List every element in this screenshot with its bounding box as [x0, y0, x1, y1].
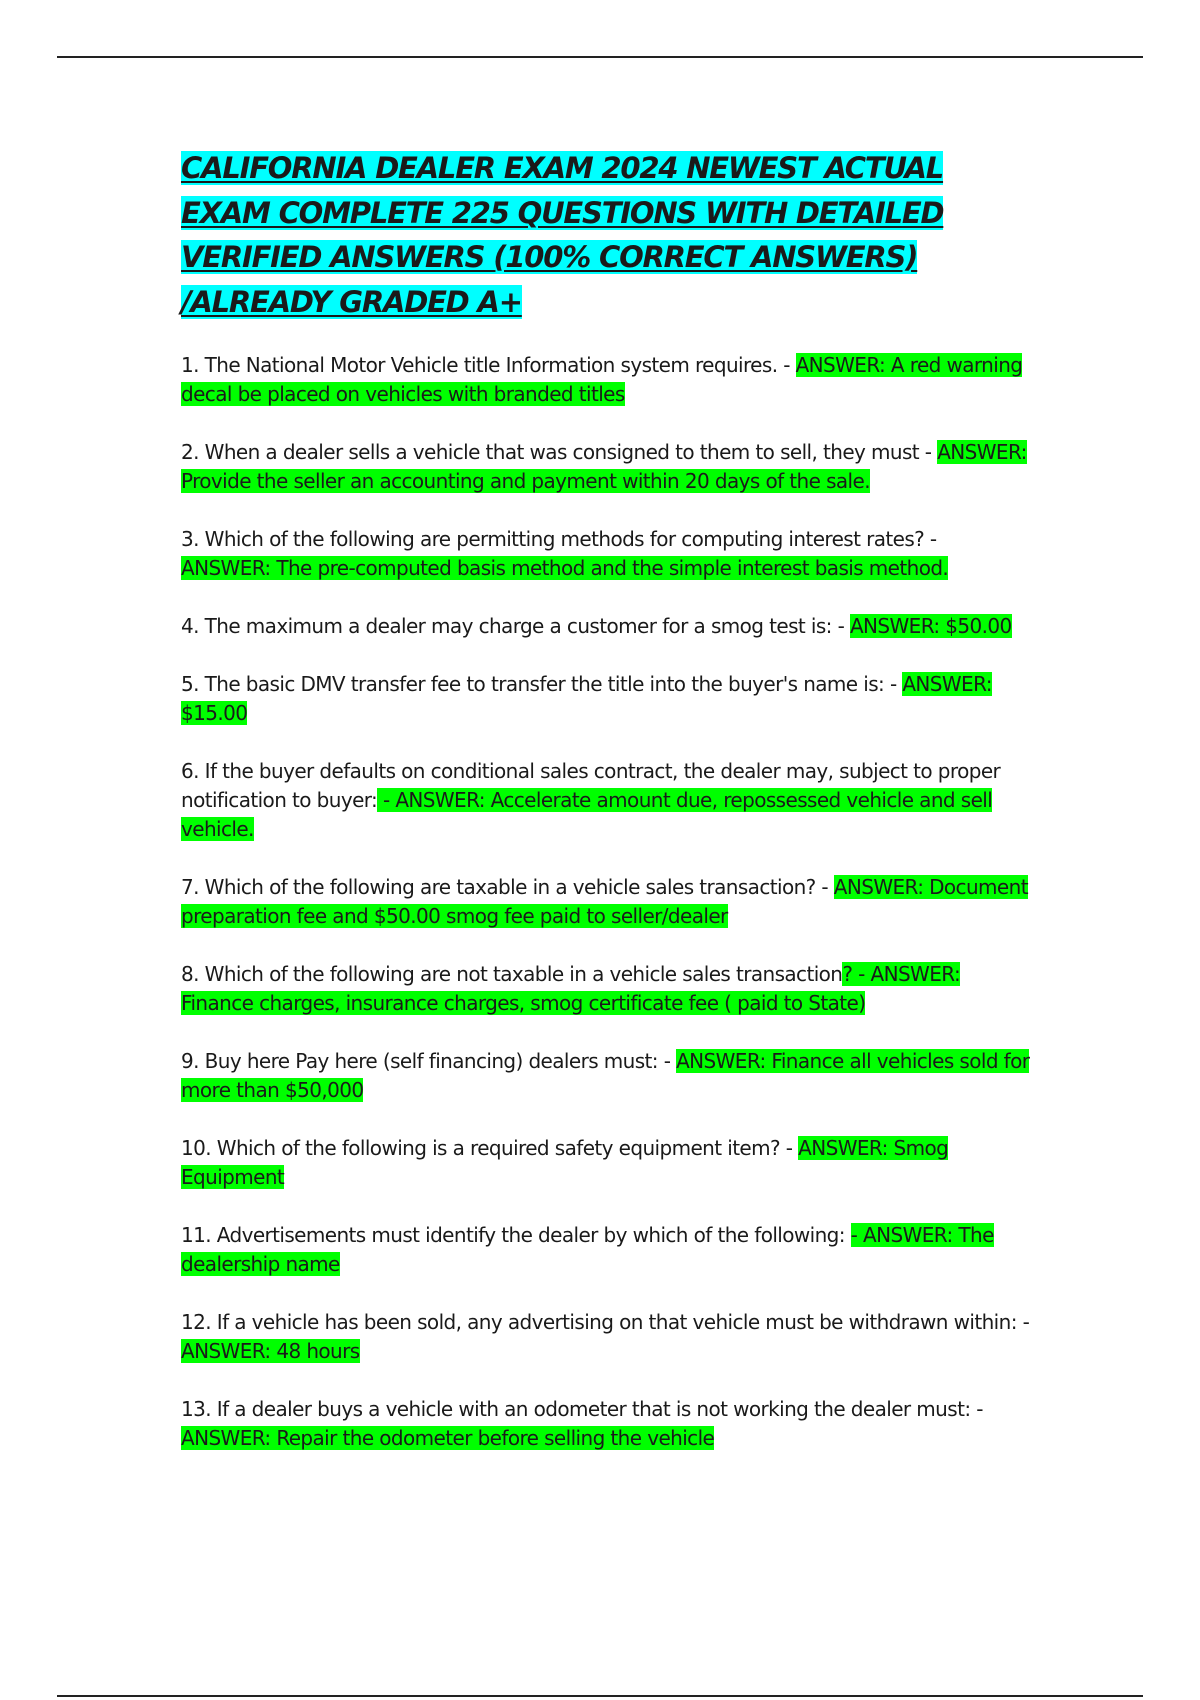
document-body — [181, 146, 1031, 1482]
question-item — [181, 1395, 1031, 1453]
answer-text: - ANSWER: Accelerate amount due, repossessed vehicle and sell vehicle. — [181, 788, 993, 841]
answer-text: ANSWER: Provide the seller an accounting and payment within 20 days of the sale. — [181, 440, 1027, 493]
answer-text: ANSWER: Smog Equipment — [181, 1136, 949, 1189]
question-item — [181, 1308, 1031, 1366]
question-item — [181, 1221, 1031, 1279]
question-item — [181, 1134, 1031, 1192]
question-text: 5. The basic DMV transfer fee to transfer the title into the buyer's name is: - — [181, 672, 903, 696]
answer-text: ? - ANSWER: Finance charges, insurance charges, smog certificate fee ( paid to State) — [181, 962, 961, 1015]
question-text: 1. The National Motor Vehicle title Information system requires. - — [181, 353, 796, 377]
answer-text: ANSWER: A red warning decal be placed on vehicles with branded titles — [181, 353, 1023, 406]
question-text: 7. Which of the following are taxable in a vehicle sales transaction? - — [181, 875, 834, 899]
answer-text: ANSWER: $50.00 — [849, 614, 1012, 638]
question-text: 9. Buy here Pay here (self financing) dealers must: - — [181, 1049, 677, 1073]
answer-text: ANSWER: Repair the odometer before selling the vehicle — [181, 1426, 715, 1450]
question-text: 3. Which of the following are permitting methods for computing interest rates? - — [181, 527, 937, 551]
answer-text: ANSWER: $15.00 — [181, 672, 992, 725]
header-rule — [57, 56, 1143, 58]
title-highlight: CALIFORNIA DEALER EXAM 2024 NEWEST ACTUAL EXAM COMPLETE 225 QUESTIONS WITH DETAILED VERIFIED ANSWERS (100% CORRECT ANSWERS) /ALREADY GRADED A+ — [181, 151, 944, 319]
answer-text: - ANSWER: The dealership name — [181, 1223, 994, 1276]
question-item — [181, 757, 1031, 844]
answer-text: ANSWER: Document preparation fee and $50.00 smog fee paid to seller/dealer — [181, 875, 1028, 928]
question-item — [181, 351, 1031, 409]
question-text: 6. If the buyer defaults on conditional sales contract, the dealer may, subject to proper notification to buyer: — [181, 759, 1001, 812]
question-item — [181, 525, 1031, 583]
question-item — [181, 670, 1031, 728]
question-text: 8. Which of the following are not taxable in a vehicle sales transaction — [181, 962, 843, 986]
question-text: 4. The maximum a dealer may charge a customer for a smog test is: - — [181, 614, 850, 638]
answer-text: ANSWER: Finance all vehicles sold for more than $50,000 — [181, 1049, 1030, 1102]
answer-text: ANSWER: The pre-computed basis method and the simple interest basis method. — [181, 556, 949, 580]
question-item — [181, 438, 1031, 496]
question-text: 12. If a vehicle has been sold, any advertising on that vehicle must be withdrawn within: - — [181, 1310, 1030, 1334]
question-item — [181, 1047, 1031, 1105]
answer-text: ANSWER: 48 hours — [181, 1339, 360, 1363]
question-item — [181, 873, 1031, 931]
footer-rule — [57, 1695, 1143, 1697]
document-title — [181, 146, 1031, 324]
question-text: 2. When a dealer sells a vehicle that was consigned to them to sell, they must - — [181, 440, 938, 464]
question-text: 11. Advertisements must identify the dealer by which of the following: — [181, 1223, 851, 1247]
question-item — [181, 612, 1031, 641]
question-text: 10. Which of the following is a required safety equipment item? - — [181, 1136, 799, 1160]
question-item — [181, 960, 1031, 1018]
question-text: 13. If a dealer buys a vehicle with an odometer that is not working the dealer must: - — [181, 1397, 983, 1421]
